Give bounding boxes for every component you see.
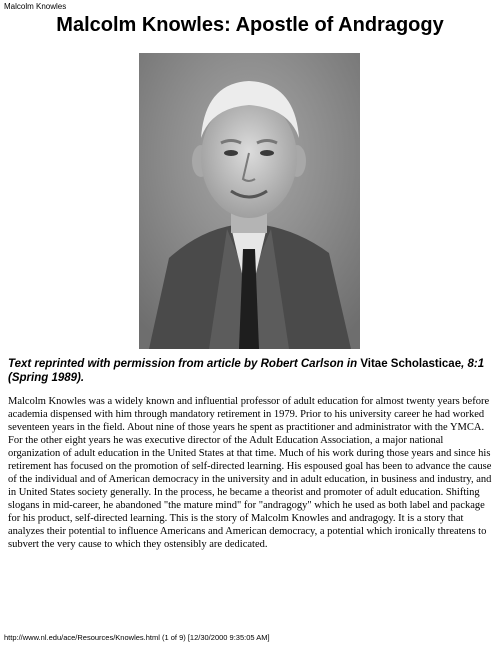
journal-name: Vitae Scholasticae <box>360 358 462 370</box>
body-paragraph: Malcolm Knowles was a widely known and influential professor of adult education for almost twenty years before academia dispensed with him through mandatory retirement in 1979. Prior to his university career he had worked seventeen years in the field. About nine of those years he spent as practitioner and administrator with the YMCA. For the other eight years he was executive director of the Adult Education Association, a major national organization of adult education in the United States at that time. Much of his work during those years and since his retirement has focused on the promotion of self-directed learning. His espoused goal has been to advance the cause of the individual and of American democracy in the university and in adult education, in business and industry, and in United States society generally. In the process, he became a theorist and promoter of adult education. Shifting slogans in mid-career, he abandoned "the mature mind" for "andragogy" which he used as both label and package for his product, self-directed learning. This is the story of Malcolm Knowles and andragogy. It is a story that analyzes their potential to influence Americans and American democracy, a potential which ironically threatens to subvert the very cause to which they ostensibly are dedicated. <box>8 396 492 550</box>
credit-prefix: Text reprinted with permission from article by Robert Carlson in <box>8 358 361 370</box>
page-title: Malcolm Knowles: Apostle of Andragogy <box>56 14 444 36</box>
reprint-credit <box>8 357 492 385</box>
portrait-photo <box>139 53 360 349</box>
page-footer-url: http://www.nl.edu/ace/Resources/Knowles.html (1 of 9) [12/30/2000 9:35:05 AM] <box>4 633 270 642</box>
running-header: Malcolm Knowles <box>4 2 67 11</box>
credit-suffix: , 8:1 (Spring 1989). <box>8 358 485 384</box>
